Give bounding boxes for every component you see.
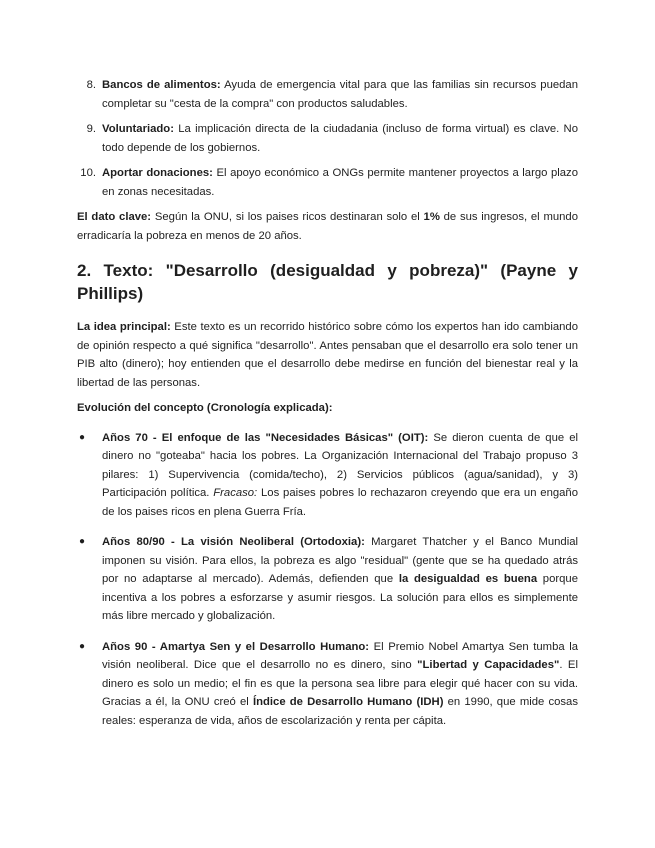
list-item-text: El apoyo económico a ONGs permite mantener proyectos a largo plazo en zonas necesitadas. [102,167,578,198]
list-number: 9. [86,123,96,135]
list-number: 8. [86,79,96,91]
dato-clave-paragraph [77,208,578,245]
bullet-item [77,638,578,731]
bullet-title: Años 70 - El enfoque de las "Necesidades Básicas" (OIT): [102,431,429,444]
bullet-text: Se dieron cuenta de que el dinero no "goteaba" hacia los pobres. La Organización Internacional del Trabajo propuso 3 pilares: 1) Supervivencia (comida/techo), 2) Servicios públicos (agua/sanidad), y 3) Participación política. [102,431,578,499]
bullet-icon: ● [79,431,86,443]
idea-principal-text: Este texto es un recorrido histórico sobre cómo los expertos han ido cambiando de opinión respecto a qué significa "desarrollo". Antes pensaban que el desarrollo era solo tener un PIB alto (dinero); hoy entienden que el desarrollo debe medirse en función del bienestar real y la libertad de las personas. [77,321,578,389]
list-item-title: Voluntariado: [102,123,174,135]
bullet-text: El Premio Nobel Amartya Sen tumba la visión neoliberal. Dice que el desarrollo no es dinero, sino [102,640,578,671]
document-body [77,76,578,742]
bullet-bold: "Libertad y Capacidades" [417,659,560,671]
bullet-text-end: Los paises pobres lo rechazaron creyendo que era un engaño de los paises ricos en plena Guerra Fría. [102,487,578,518]
bullet-bold: la desigualdad es buena [398,573,538,585]
bullet-text-mid: . El dinero es solo un medio; el fin es que la persona sea libre para elegir qué hacer con su vida. Gracias a él, la ONU creó el [102,659,578,708]
bullet-bold-idh: Índice de Desarrollo Humano (IDH) [252,696,444,708]
list-item-text: Ayuda de emergencia vital para que las familias sin recursos puedan completar su "cesta de la compra" con productos saludables. [102,79,578,110]
bullet-icon: ● [79,536,86,547]
dato-clave-label: El dato clave: [77,211,152,223]
bullet-item [77,429,578,522]
bullet-text: Margaret Thatcher y el Banco Mundial imponen su visión. Para ellos, la pobreza es algo "residual" (gente que se ha quedado atrás por no adaptarse al mercado). Además, defienden que [102,536,578,585]
list-item [77,120,578,157]
bullet-item [77,533,578,626]
section-heading: 2. Texto: "Desarrollo (desigualdad y pobreza)" (Payne y Phillips) [77,261,578,303]
list-item-text: La implicación directa de la ciudadania (incluso de forma virtual) es clave. No todo depende de los gobiernos. [102,123,578,154]
list-item-title: Aportar donaciones: [102,167,213,179]
list-item [77,76,578,113]
dato-clave-text-end: de sus ingresos, el mundo erradicaría la pobreza en menos de 20 años. [77,211,578,242]
bullet-italic: Fracaso: [213,487,258,499]
bullet-text-end: en 1990, que mide cosas reales: esperanza de vida, años de escolarización y renta per cápita. [102,696,578,727]
list-number: 10. [80,167,96,179]
idea-principal-label: La idea principal: [77,321,171,333]
idea-principal-paragraph [77,318,578,392]
dato-clave-text: Según la ONU, si los paises ricos destinaran solo el [151,211,424,223]
bullet-title: Años 90 - Amartya Sen y el Desarrollo Humano: [102,640,370,653]
bullet-text-end: porque incentiva a los pobres a esforzarse y asumir riesgos. La solución para ellos es simplemente más libre mercado y globalización. [102,573,578,622]
bullet-icon: ● [79,640,86,652]
evolucion-heading [77,399,578,418]
dato-clave-percent: 1% [423,211,440,223]
bullet-title: Años 80/90 - La visión Neoliberal (Ortodoxia): [102,536,365,548]
list-item-title: Bancos de alimentos: [102,79,221,91]
list-item [77,164,578,201]
evolucion-heading-text: Evolución del concepto (Cronología explicada): [77,402,333,414]
